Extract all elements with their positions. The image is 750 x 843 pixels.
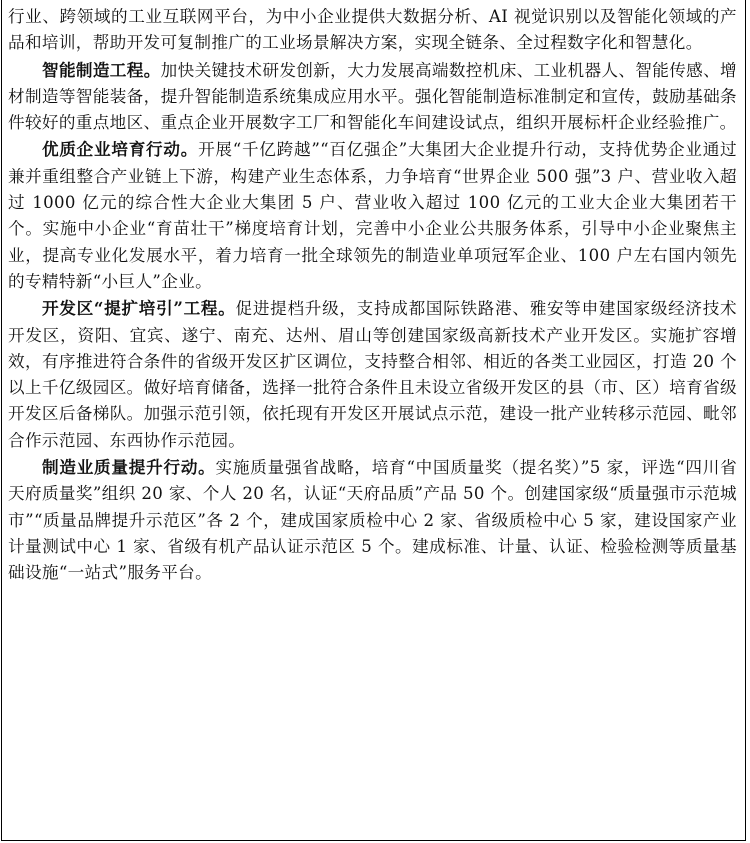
paragraph-title: 开发区“提扩培引”工程。	[42, 298, 236, 319]
paragraph-title: 优质企业培育行动。	[42, 139, 199, 160]
paragraph-title: 制造业质量提升行动。	[42, 457, 216, 478]
paragraph-body: 行业、跨领域的工业互联网平台，为中小企业提供大数据分析、AI 视觉识别以及智能化领域的产品和培训，帮助开发可复制推广的工业场景解决方案，实现全链条、全过程数字化和智慧化。	[8, 7, 737, 53]
paragraph-platform-continuation	[8, 4, 737, 57]
paragraph-quality-improvement	[8, 454, 737, 586]
paragraph-title: 智能制造工程。	[42, 59, 161, 80]
paragraph-smart-manufacturing	[8, 57, 737, 137]
paragraph-body: 促进提档升级，支持成都国际铁路港、雅安等申建国家级经济技术开发区，资阳、宜宾、遂宁、南充、达州、眉山等创建国家级高新技术产业开发区。实施扩容增效，有序推进符合条件的省级开发区扩区调位，支持整合相邻、相近的各类工业园区，打造 20 个以上千亿级园区。做好培育储备，选择一批符合条件且未设立省级开发区的县（市、区）培育省级开发区后备梯队。加强示范引领，依托现有开发区开展试点示范，建设一批产业转移示范园、毗邻合作示范园、东西协作示范园。	[8, 299, 737, 450]
document-frame	[1, 0, 746, 841]
paragraph-body: 加快关键技术研发创新，大力发展高端数控机床、工业机器人、智能传感、增材制造等智能装备，提升智能制造系统集成应用水平。强化智能制造标准制定和宣传，鼓励基础条件较好的重点地区、重点企业开展数字工厂和智能化车间建设试点，组织开展标杆企业经验推广。	[8, 60, 738, 133]
paragraph-development-zone	[8, 295, 737, 454]
paragraph-body: 实施质量强省战略，培育“中国质量奖（提名奖）”5 家，评选“四川省天府质量奖”组织 20 家、个人 20 名，认证“天府品质”产品 50 个。创建国家级“质量强市示范城市”“质量品牌提升示范区”各 2 个，建成国家质检中心 2 家、省级质检中心 5 家，建设国家产业计量测试中心 1 家、省级有机产品认证示范区 5 个。建成标准、计量、认证、检验检测等质量基础设施“一站式”服务平台。	[8, 458, 738, 583]
paragraph-body: 开展“千亿跨越”“百亿强企”大集团大企业提升行动，支持优势企业通过兼并重组整合产业链上下游，构建产业生态体系，力争培育“世界企业 500 强”3 户、营业收入超过 1000 亿元的综合性大企业大集团 5 户、营业收入超过 100 亿元的工业大企业大集团若干个。实施中小企业“育苗壮干”梯度培育计划，完善中小企业公共服务体系，引导中小企业聚焦主业，提高专业化发展水平，着力培育一批全球领先的制造业单项冠军企业、100 户左右国内领先的专精特新“小巨人”企业。	[8, 140, 738, 291]
paragraph-quality-enterprise	[8, 136, 737, 295]
